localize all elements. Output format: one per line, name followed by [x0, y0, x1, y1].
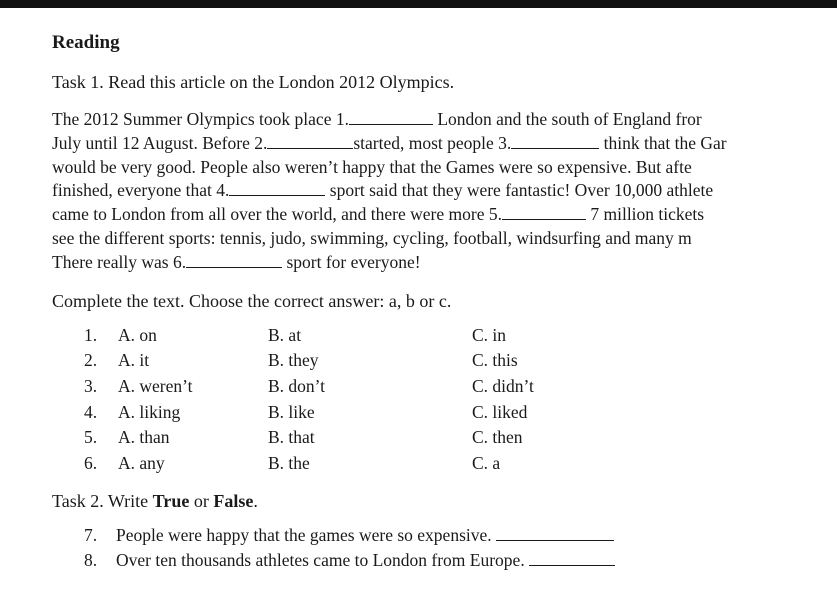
document-page — [52, 30, 837, 573]
reading-heading: Reading — [52, 32, 120, 53]
task1-title: Task 1. Read this article on the London 2012 Olympics. — [52, 72, 455, 92]
answer-blank-7 — [496, 525, 614, 541]
statement-8: 8. Over ten thousands athletes came to London from Europe. — [52, 548, 837, 573]
option-row: 4. A. liking B. like C. liked — [84, 401, 528, 422]
option-row: 6. A. any B. the C. a — [84, 453, 501, 474]
option-row: 2. A. it B. they C. this — [84, 350, 518, 371]
true-false-statements — [52, 523, 837, 573]
article-line-1: The 2012 Summer Olympics took place 1. London and the south of England fror — [52, 109, 702, 129]
statement-7: 7. People were happy that the games were so expensive. — [52, 523, 837, 548]
article-line-3: would be very good. People also weren’t happy that the Games were so expensive. But afte — [52, 156, 692, 177]
true-word: True — [152, 490, 190, 511]
instruction-text: Complete the text. Choose the correct answer: a, b or c. — [52, 290, 452, 311]
article-line-7: There really was 6. sport for everyone! — [52, 251, 421, 272]
blank-2 — [267, 133, 353, 149]
article-line-6: see the different sports: tennis, judo, swimming, cycling, football, windsurfing and many m — [52, 227, 692, 248]
blank-6 — [186, 252, 282, 268]
option-row: 3. A. weren’t B. don’t C. didn’t — [84, 375, 534, 396]
article-line-2: July until 12 August. Before 2. started, most people 3. think that the Gar — [52, 132, 727, 153]
article-text — [52, 108, 837, 275]
task2-title: Task 2. Write True or False. — [52, 490, 258, 511]
article-line-5: came to London from all over the world, and there were more 5. 7 million tickets — [52, 204, 705, 225]
option-row: 1. A. on B. at C. in — [84, 324, 507, 345]
answer-blank-8 — [529, 550, 615, 566]
blank-4 — [229, 180, 325, 196]
article-line-4: finished, everyone that 4. sport said that they were fantastic! Over 10,000 athlete — [52, 180, 714, 201]
blank-3 — [511, 133, 599, 149]
false-word: False — [213, 490, 254, 511]
blank-1 — [349, 109, 433, 125]
option-row: 5. A. than B. that C. then — [84, 427, 523, 448]
blank-5 — [502, 204, 586, 220]
top-edge-bar — [0, 0, 837, 8]
answer-options — [52, 323, 837, 479]
